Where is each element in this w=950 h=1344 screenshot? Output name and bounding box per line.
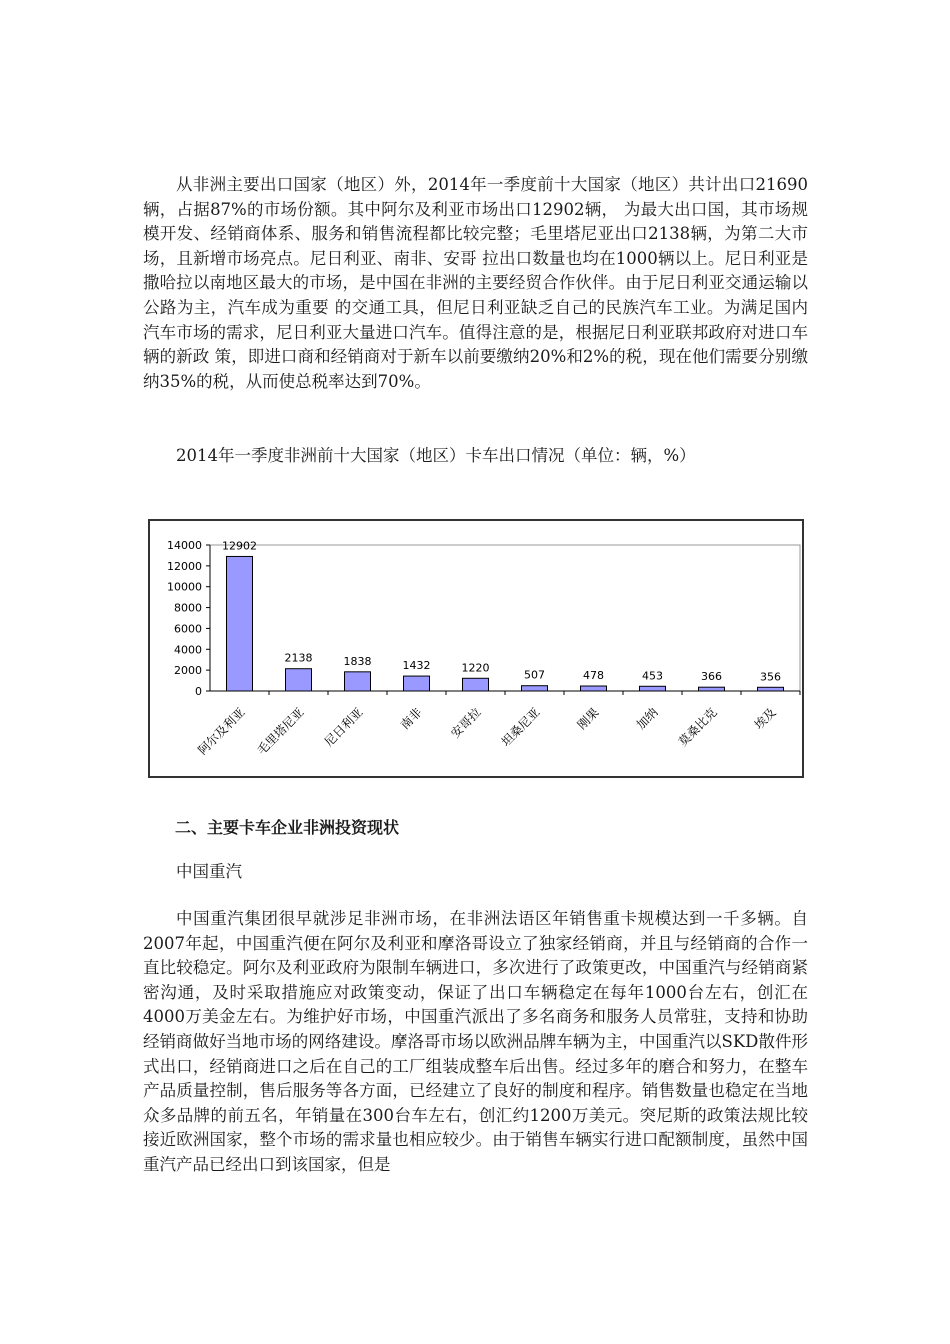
bar: [286, 669, 312, 691]
y-tick-label: 0: [195, 685, 202, 698]
x-tick-label: 阿尔及利亚: [195, 705, 248, 758]
section-heading-block: [143, 816, 808, 841]
chart-caption: 2014年一季度非洲前十大国家（地区）卡车出口情况（单位：辆，%）: [176, 446, 696, 465]
data-label: 1838: [343, 654, 372, 668]
paragraph-1-text: 从非洲主要出口国家（地区）外，2014年一季度前十大国家（地区）共计出口21690辆，占据87%的市场份额。其中阿尔及利亚市场出口12902辆， 为最大出口国，其市场规模开发、经销商体系、服务和销售流程都比较完整；毛里塔尼亚出口2138辆，为第二大市场，且新增市场亮点。尼日利亚、南非、安哥 拉出口数量也均在1000辆以上。尼日利亚是撒哈拉以南地区最大的市场，是中国在非洲的主要经贸合作伙伴。由于尼日利亚交通运输以公路为主，汽车成为重要 的交通工具，但尼日利亚缺乏自己的民族汽车工业。为满足国内汽车市场的需求，尼日利亚大量进口汽车。值得注意的是，根据尼日利亚联邦政府对进口车辆的新政 策，即进口商和经销商对于新车以前要缴纳20%和2%的税，现在他们需要分别缴纳35%的税，从而使总税率达到70%。: [143, 175, 808, 391]
bar: [345, 672, 371, 691]
x-tick-label: 安哥拉: [448, 705, 484, 741]
data-label: 12902: [222, 539, 257, 553]
y-tick-label: 2000: [174, 664, 202, 678]
bar: [404, 676, 430, 691]
x-tick-label: 尼日利亚: [321, 705, 366, 750]
y-tick-label: 8000: [174, 601, 202, 615]
data-label: 356: [760, 670, 781, 684]
y-tick-label: 10000: [167, 580, 202, 594]
data-label: 453: [642, 669, 663, 683]
x-tick-label: 坦桑尼亚: [498, 705, 543, 750]
y-tick-label: 4000: [174, 643, 202, 657]
chart-caption-block: [143, 444, 808, 469]
subheading-block: [143, 860, 808, 885]
data-label: 478: [583, 669, 604, 683]
subheading-sinotruk: 中国重汽: [176, 862, 242, 881]
y-tick-label: 6000: [174, 622, 202, 636]
paragraph-2: [143, 907, 808, 1178]
bar: [699, 687, 725, 691]
data-label: 2138: [284, 651, 313, 665]
paragraph-1: [143, 173, 808, 394]
paragraph-2-text: 中国重汽集团很早就涉足非洲市场，在非洲法语区年销售重卡规模达到一千多辆。自2007年起，中国重汽便在阿尔及利亚和摩洛哥设立了独家经销商，并且与经销商的合作一直比较稳定。阿尔及利亚政府为限制车辆进口，多次进行了政策更改，中国重汽与经销商紧密沟通，及时采取措施应对政策变动，保证了出口车辆稳定在每年1000台左右，创汇在4000万美金左右。为维护好市场，中国重汽派出了多名商务和服务人员常驻，支持和协助经销商做好当地市场的网络建设。摩洛哥市场以欧洲品牌车辆为主，中国重汽以SKD散件形式出口，经销商进口之后在自己的工厂组装成整车后出售。经过多年的磨合和努力，在整车产品质量控制，售后服务等各方面，已经建立了良好的制度和程序。销售数量也稳定在当地众多品牌的前五名，年销量在300台车左右，创汇约1200万美元。突尼斯的政策法规比较接近欧洲国家，整个市场的需求量也相应较少。由于销售车辆实行进口配额制度，虽然中国重汽产品已经出口到该国家，但是: [143, 909, 808, 1174]
bar: [758, 687, 784, 691]
bar: [640, 686, 666, 691]
bar: [581, 686, 607, 691]
x-tick-label: 毛里塔尼亚: [254, 705, 307, 758]
data-label: 1220: [461, 661, 490, 675]
x-tick-label: 刚果: [574, 705, 602, 733]
bar: [463, 678, 489, 691]
bar-chart-svg: [150, 521, 802, 776]
data-label: 507: [524, 668, 545, 682]
bar-chart: [148, 519, 804, 778]
x-tick-label: 南非: [397, 705, 425, 733]
data-label: 1432: [402, 659, 431, 673]
x-tick-label: 莫桑比克: [675, 705, 720, 750]
x-tick-label: 加纳: [633, 705, 661, 733]
bar: [522, 686, 548, 691]
y-tick-label: 12000: [167, 559, 202, 573]
x-tick-label: 埃及: [751, 705, 779, 733]
section-heading: 二、主要卡车企业非洲投资现状: [175, 818, 400, 837]
bar: [227, 556, 253, 691]
data-label: 366: [701, 670, 722, 684]
y-tick-label: 14000: [167, 539, 202, 552]
